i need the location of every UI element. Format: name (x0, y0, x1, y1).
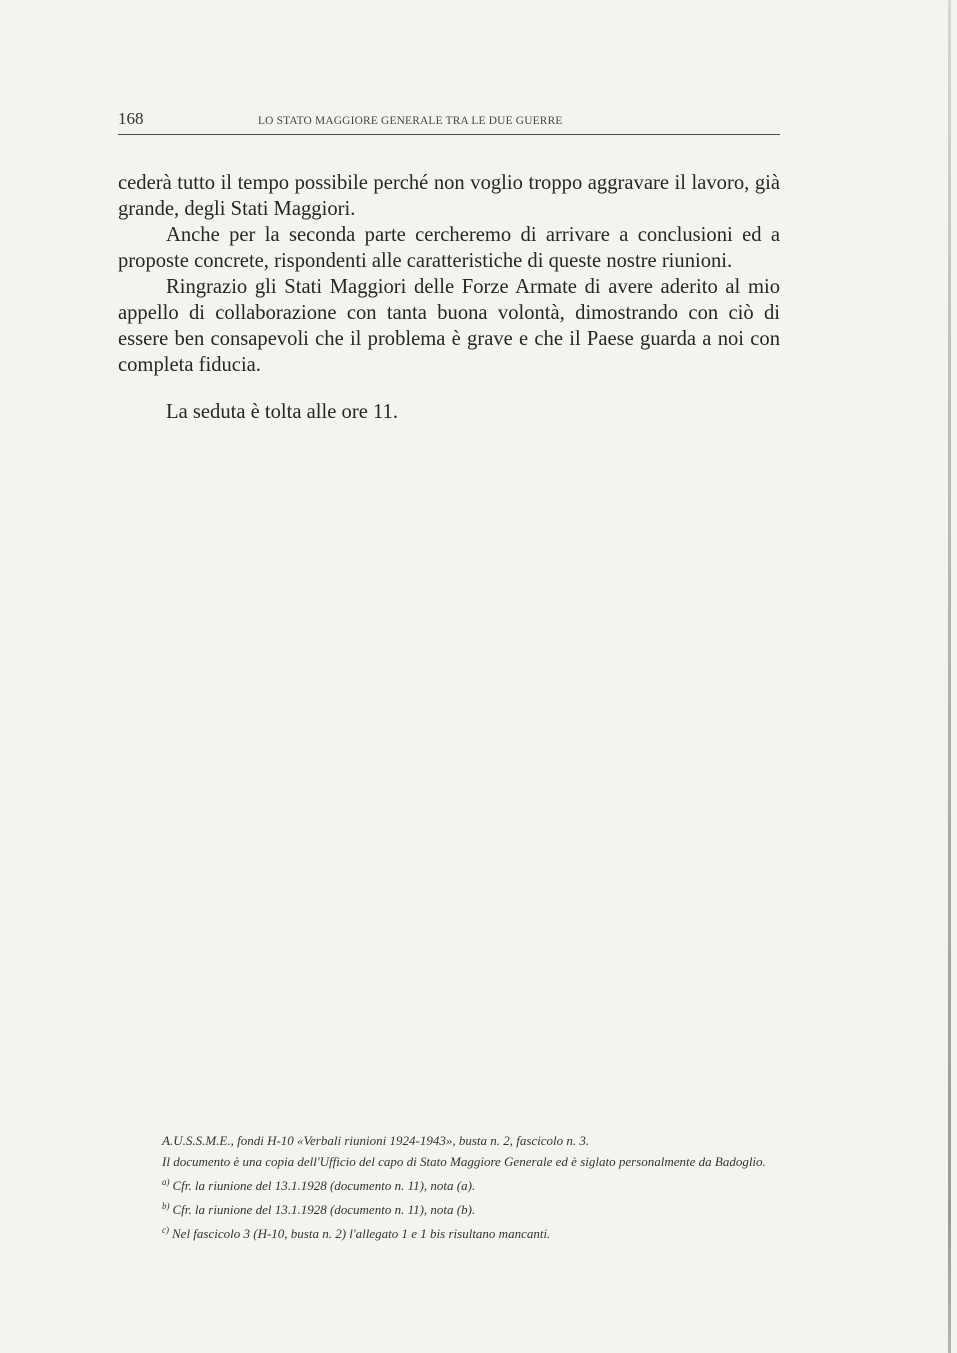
source-note: A.U.S.S.M.E., fondi H-10 «Verbali riunioni 1924-1943», busta n. 2, fascicolo n. 3. (162, 1133, 590, 1148)
footnote-marker: a) (162, 1177, 170, 1187)
footnote-marker: c) (162, 1225, 169, 1235)
footnotes (118, 1130, 780, 1244)
paragraph-continuation: cederà tutto il tempo possibile perché non voglio troppo aggravare il lavoro, già grande, degli Stati Maggiori. (118, 172, 780, 220)
main-text (118, 170, 780, 425)
footnote-text: Cfr. la riunione del 13.1.1928 (documento n. 11), nota (b). (172, 1202, 476, 1217)
page-header (118, 108, 780, 135)
closing-line: La seduta è tolta alle ore 11. (166, 401, 398, 423)
running-title: LO STATO MAGGIORE GENERALE TRA LE DUE GUERRE (258, 115, 563, 127)
document-note: Il documento è una copia dell'Ufficio del capo di Stato Maggiore Generale ed è siglato personalmente da Badoglio. (162, 1154, 766, 1169)
footnote-a (118, 1172, 780, 1196)
footnote-text: Cfr. la riunione del 13.1.1928 (documento n. 11), nota (a). (172, 1178, 476, 1193)
footnote-marker: b) (162, 1201, 170, 1211)
paragraph-second-part: Anche per la seconda parte cercheremo di arrivare a conclusioni ed a proposte concrete, rispondenti alle caratteristiche di queste nostre riunioni. (118, 224, 780, 272)
page-number: 168 (118, 109, 144, 128)
footnote-b (118, 1196, 780, 1220)
scan-edge-shadow (948, 0, 951, 1353)
paragraph-thanks: Ringrazio gli Stati Maggiori delle Forze Armate di avere aderito al mio appello di collaborazione con tanta buona volontà, dimostrando con ciò di essere ben consapevoli che il problema è grave e che il Paese guarda a noi con completa fiducia. (118, 276, 780, 376)
footnote-text: Nel fascicolo 3 (H-10, busta n. 2) l'allegato 1 e 1 bis risultano mancanti. (172, 1226, 551, 1241)
footnote-c (118, 1220, 780, 1244)
